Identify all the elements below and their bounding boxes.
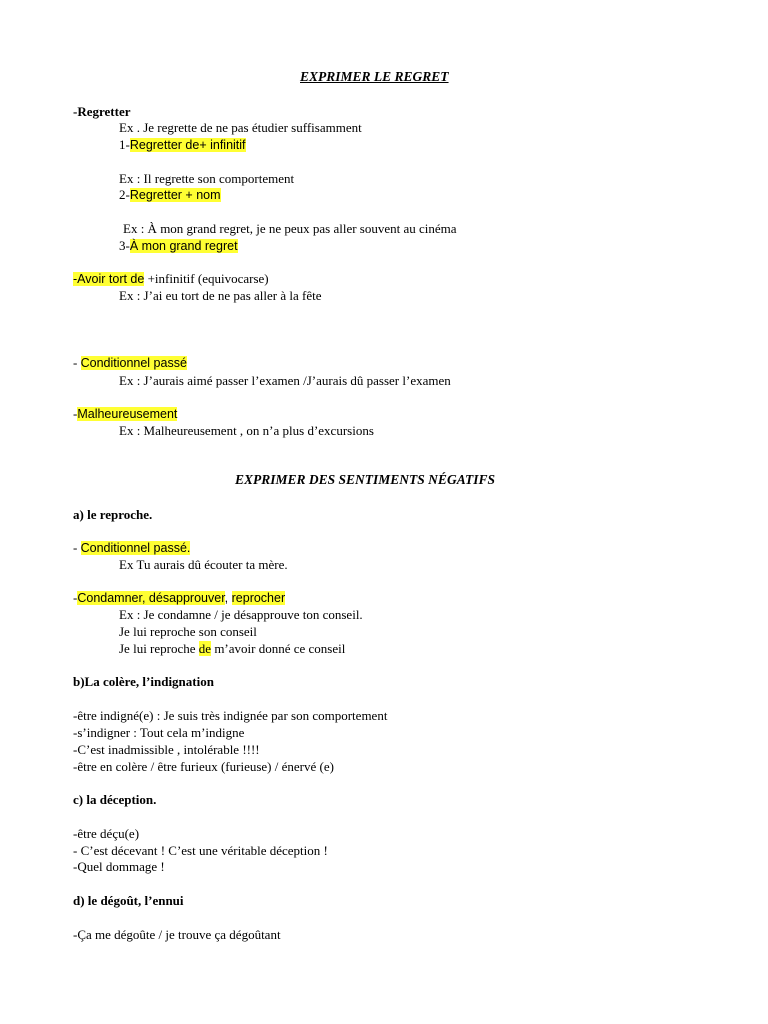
conditionnel-example: Ex : J’aurais aimé passer l’examen /J’aurais dû passer l’examen <box>119 373 451 388</box>
deception-line-1: -être déçu(e) <box>73 826 140 841</box>
colere-line-1: -être indigné(e) : Je suis très indignée par son comportement <box>73 708 388 723</box>
condamner-prefix: - <box>73 590 78 605</box>
title-regret: EXPRIMER LE REGRET <box>300 69 449 84</box>
colere-line-4: -être en colère / être furieux (furieuse) / énervé (e) <box>73 759 334 774</box>
conditionnel-line <box>73 354 187 372</box>
condamner-example-3-highlight: de <box>198 641 212 656</box>
degout-heading: d) le dégoût, l’ennui <box>73 893 184 908</box>
avoir-tort-line <box>73 270 269 288</box>
deception-line-3: -Quel dommage ! <box>73 859 165 874</box>
malheureusement-prefix: - <box>73 406 78 421</box>
rule-1-highlight: Regretter de+ infinitif <box>129 138 246 152</box>
reproche-conditionnel-example: Ex Tu aurais dû écouter ta mère. <box>119 557 288 572</box>
reprocher-highlight: reprocher <box>231 591 286 605</box>
malheureusement-highlight: Malheureusement <box>77 407 178 421</box>
regretter-example-3: Ex : À mon grand regret, je ne peux pas aller souvent au cinéma <box>123 221 457 236</box>
deception-heading: c) la déception. <box>73 792 157 807</box>
regretter-example-2: Ex : Il regrette son comportement <box>119 171 295 186</box>
rule-1 <box>119 136 246 154</box>
rule-3-highlight: À mon grand regret <box>129 239 238 253</box>
regretter-example-1: Ex . Je regrette de ne pas étudier suffisamment <box>119 120 362 135</box>
deception-line-2: - C’est décevant ! C’est une véritable déception ! <box>73 843 328 858</box>
colere-line-3: -C’est inadmissible , intolérable !!!! <box>73 742 260 757</box>
rule-3-prefix: 3- <box>119 238 130 253</box>
reproche-heading: a) le reproche. <box>73 507 153 522</box>
condamner-separator: , <box>224 591 232 605</box>
condamner-example-3-a: Je lui reproche <box>119 641 199 656</box>
colere-heading: b)La colère, l’indignation <box>73 674 214 689</box>
title-sentiments-negatifs: EXPRIMER DES SENTIMENTS NÉGATIFS <box>235 472 495 487</box>
rule-3 <box>119 237 238 255</box>
reproche-conditionnel-highlight: Conditionnel passé. <box>80 541 191 555</box>
malheureusement-example: Ex : Malheureusement , on n’a plus d’excursions <box>119 423 374 438</box>
condamner-example-3-b: m’avoir donné ce conseil <box>211 641 346 656</box>
rule-1-prefix: 1- <box>119 137 130 152</box>
condamner-example-2: Je lui reproche son conseil <box>119 624 257 639</box>
malheureusement-line <box>73 405 177 423</box>
degout-line-1: -Ça me dégoûte / je trouve ça dégoûtant <box>73 927 281 942</box>
conditionnel-prefix: - <box>73 355 81 370</box>
regretter-heading: -Regretter <box>73 104 131 119</box>
reproche-conditionnel-prefix: - <box>73 540 81 555</box>
avoir-tort-highlight: -Avoir tort de <box>73 272 145 286</box>
condamner-line <box>73 589 285 607</box>
rule-2-prefix: 2- <box>119 187 130 202</box>
reproche-conditionnel-line <box>73 539 190 557</box>
condamner-example-1: Ex : Je condamne / je désapprouve ton conseil. <box>119 607 363 622</box>
avoir-tort-example: Ex : J’ai eu tort de ne pas aller à la fête <box>119 288 322 303</box>
avoir-tort-rest: +infinitif (equivocarse) <box>144 271 269 286</box>
condamner-example-3 <box>119 640 345 657</box>
colere-line-2: -s’indigner : Tout cela m’indigne <box>73 725 245 740</box>
rule-2 <box>119 186 221 204</box>
conditionnel-highlight: Conditionnel passé <box>80 356 187 370</box>
rule-2-highlight: Regretter + nom <box>129 188 221 202</box>
condamner-highlight: Condamner, désapprouver <box>77 591 225 605</box>
